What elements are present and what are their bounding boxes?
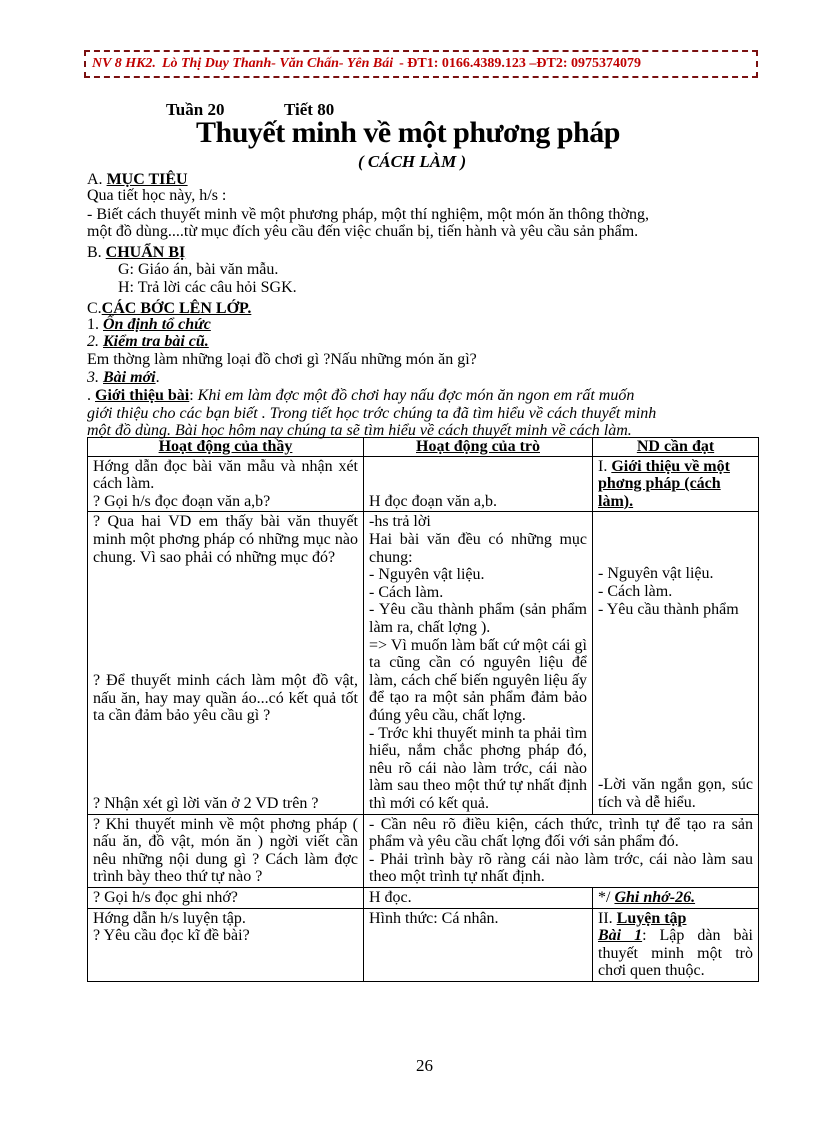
- merged-content-cell: - Cần nêu rõ điều kiện, cách thức, trình tự để tạo ra sản phẩm và yêu cầu chất lợng đối với sản phẩm đó. - Phải trình bày rõ ràng cái nào làm trớc, cái nào làm sau theo một trình tự nhất định.: [364, 814, 759, 887]
- col-header-student: Hoạt động của trò: [364, 438, 593, 457]
- section-a-heading: A. MỤC TIÊU: [87, 171, 188, 188]
- step-1: 1. Ổn định tổ chức: [87, 316, 211, 333]
- step-3: 3. Bài mới.: [87, 369, 160, 386]
- review-question: Em thờng làm những loại đồ chơi gì ?Nấu những món ăn gì?: [87, 351, 477, 368]
- table-header-row: [88, 438, 759, 457]
- intro-line3: một đồ dùng. Bài học hôm nay chúng ta sẽ tìm hiểu về cách thuyết minh về cách làm.: [87, 422, 632, 439]
- student-cell: H đọc đoạn văn a,b.: [364, 456, 593, 512]
- teacher-cell: ? Qua hai VD em thấy bài văn thuyết minh một phơng pháp có những mục nào chung. Vì sao phải có những mục đó? ? Để thuyết minh cách làm một đồ vật, nấu ăn, hay may quần áo...có kết quả tốt ta cần đảm bảo yêu cầu gì ? ? Nhận xét gì lời văn ở 2 VD trên ?: [88, 512, 364, 814]
- table-row: [88, 908, 759, 981]
- page-number: 26: [416, 1056, 433, 1075]
- table-row: [88, 814, 759, 887]
- content-cell: */ Ghi nhớ-26.: [593, 887, 759, 908]
- section-c-heading: C.CÁC BỚC LÊN LỚP.: [87, 300, 252, 317]
- header-course: NV 8 HK2.: [92, 56, 156, 71]
- content-cell: - Nguyên vật liệu. - Cách làm. - Yêu cầu thành phẩm -Lời văn ngắn gọn, súc tích và dễ hiểu.: [593, 512, 759, 814]
- header-banner: [84, 50, 758, 78]
- section-a-line3: một đồ dùng....từ mục đích yêu cầu đến việc chuẩn bị, tiến hành và yêu cầu sản phẩm.: [87, 223, 639, 240]
- header-phone: - ĐT1: 0166.4389.123 –ĐT2: 0975374079: [399, 56, 642, 71]
- step-2: 2. Kiểm tra bài cũ.: [87, 333, 209, 350]
- col-header-teacher: Hoạt động của thầy: [88, 438, 364, 457]
- table-row: [88, 512, 759, 814]
- student-cell: -hs trả lời Hai bài văn đều có những mục chung: - Nguyên vật liệu. - Cách làm. - Yêu cầu thành phẩm (sản phẩm làm ra, chất lợng ). => Vì muốn làm bất cứ một cái gì ta cũng cần có nguyên liệu để làm, cách chế biến nguyên liệu ấy để tạo ra một sản phẩm đảm bảo đúng yêu cầu, chất lợng. - Trớc khi thuyết minh ta phải tìm hiểu, nắm chắc phơng pháp đó, nêu rõ cái nào làm trớc, cái nào làm sau theo một thứ tự nhất định thì mới có kết quả.: [364, 512, 593, 814]
- teacher-cell: ? Gọi h/s đọc ghi nhớ?: [88, 887, 364, 908]
- header-author: Lò Thị Duy Thanh- Văn Chấn- Yên Bái: [161, 56, 394, 71]
- teacher-cell: ? Khi thuyết minh về một phơng pháp ( nấu ăn, đồ vật, món ăn ) ngời viết cần nêu những nội dung gì ? Cách làm đợc trình bày theo thứ tự nào ?: [88, 814, 364, 887]
- content-cell: II. Luyện tập Bài 1: Lập dàn bài thuyết minh một trò chơi quen thuộc.: [593, 908, 759, 981]
- lesson-activity-table: [87, 437, 759, 982]
- section-b-teacher: G: Giáo án, bài văn mẫu.: [118, 261, 279, 278]
- student-cell: H đọc.: [364, 887, 593, 908]
- teacher-cell: Hớng dẫn đọc bài văn mẫu và nhận xét cách làm. ? Gọi h/s đọc đoạn văn a,b?: [88, 456, 364, 512]
- student-cell: Hình thức: Cá nhân.: [364, 908, 593, 981]
- section-b-heading: B. CHUẨN BỊ: [87, 244, 186, 261]
- content-cell: I. Giới thiệu về một phơng pháp (cách làm).: [593, 456, 759, 512]
- section-a-line2: - Biết cách thuyết minh về một phương pháp, một thí nghiệm, một món ăn thông thờng,: [87, 206, 649, 223]
- table-row: [88, 456, 759, 512]
- page-title: Thuyết minh về một phương pháp: [196, 116, 620, 149]
- week-label: Tuần 20: [166, 100, 225, 119]
- intro-line1: . Giới thiệu bài: Khi em làm đợc một đồ chơi hay nấu đợc món ăn ngon em rất muốn: [87, 387, 635, 404]
- page-subtitle: ( CÁCH LÀM ): [358, 152, 467, 171]
- table-row: [88, 887, 759, 908]
- col-header-content: ND cần đạt: [593, 438, 759, 457]
- teacher-cell: Hớng dẫn h/s luyện tập. ? Yêu cầu đọc kĩ đề bài?: [88, 908, 364, 981]
- period-label: Tiết 80: [284, 100, 335, 119]
- section-b-student: H: Trả lời các câu hỏi SGK.: [118, 279, 297, 296]
- intro-line2: giới thiệu cho các bạn biết . Trong tiết học trớc chúng ta đã tìm hiểu về cách thuyết minh: [87, 405, 657, 422]
- section-a-line1: Qua tiết học này, h/s :: [87, 187, 227, 204]
